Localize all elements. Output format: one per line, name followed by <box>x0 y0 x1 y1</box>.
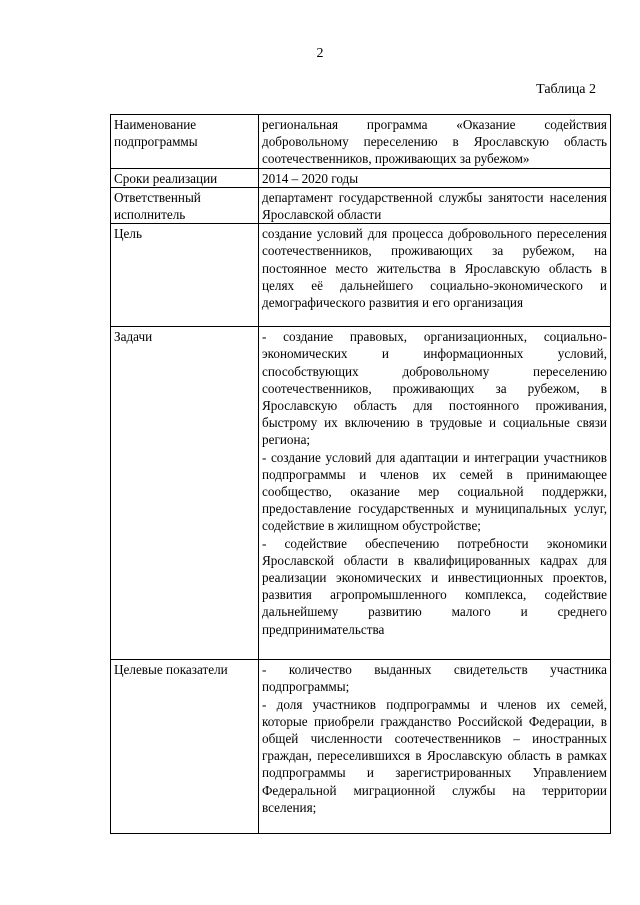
row-label: Задачи <box>111 327 259 660</box>
row-paragraph: - создание условий для адаптации и интеграции участников подпрограммы и членов их семей в принимающее сообщество, оказание мер социальной поддержки, предоставление государственных и муниципальных услуг, содействие в жилищном обустройстве; <box>262 449 607 534</box>
row-paragraph: - количество выданных свидетельств участника подпрограммы; <box>262 662 607 695</box>
row-value <box>259 660 611 834</box>
row-value <box>259 187 611 223</box>
row-value <box>259 115 611 169</box>
row-paragraph: - доля участников подпрограммы и членов их семей, которые приобрели гражданство Российской Федерации, в общей численности соотечественников – иностранных граждан, переселившихся в Ярославскую область в рамках подпрограммы и зарегистрированных Управлением Федеральной миграционной службы на территории вселения; <box>262 696 607 815</box>
row-value <box>259 224 611 327</box>
row-label: Наименование подпрограммы <box>111 115 259 169</box>
row-paragraph: департамент государственной службы занятости населения Ярославской области <box>262 189 607 223</box>
table-row-indicators <box>111 660 611 834</box>
row-value <box>259 327 611 660</box>
row-label: Ответственный исполнитель <box>111 187 259 223</box>
row-label: Целевые показатели <box>111 660 259 834</box>
row-value <box>259 168 611 187</box>
row-paragraph: - содействие обеспечению потребности экономики Ярославской области в квалифицированных кадрах для реализации экономических и инвестиционных проектов, развития агропромышленного комплекса, содействие дальнейшему развитию малого и среднего предпринимательства <box>262 535 607 637</box>
table-row-goal <box>111 224 611 327</box>
table-row-period <box>111 168 611 187</box>
table-caption: Таблица 2 <box>536 82 596 97</box>
row-paragraph: создание условий для процесса добровольного переселения соотечественников, проживающих за рубежом, на постоянное место жительства в Ярославскую область в целях её дальнейшего социально-экономического и демографического развития и его организация <box>262 226 607 311</box>
table-row-tasks <box>111 327 611 660</box>
table-row-executor <box>111 187 611 223</box>
row-paragraph: региональная программа «Оказание содействия добровольному переселению в Ярославскую область соотечественников, проживающих за рубежом» <box>262 117 607 167</box>
row-paragraph: - создание правовых, организационных, социально-экономических и информационных условий, способствующих добровольному переселению соотечественников, проживающих за рубежом, в Ярославскую область для постоянного проживания, быстрому их включению в трудовые и социальные связи региона; <box>262 329 607 448</box>
row-label: Сроки реализации <box>111 168 259 187</box>
row-label: Цель <box>111 224 259 327</box>
row-paragraph: 2014 – 2020 годы <box>262 170 359 186</box>
table-row-name <box>111 115 611 169</box>
subprogram-passport-table <box>110 114 611 834</box>
page-number: 2 <box>316 46 324 61</box>
